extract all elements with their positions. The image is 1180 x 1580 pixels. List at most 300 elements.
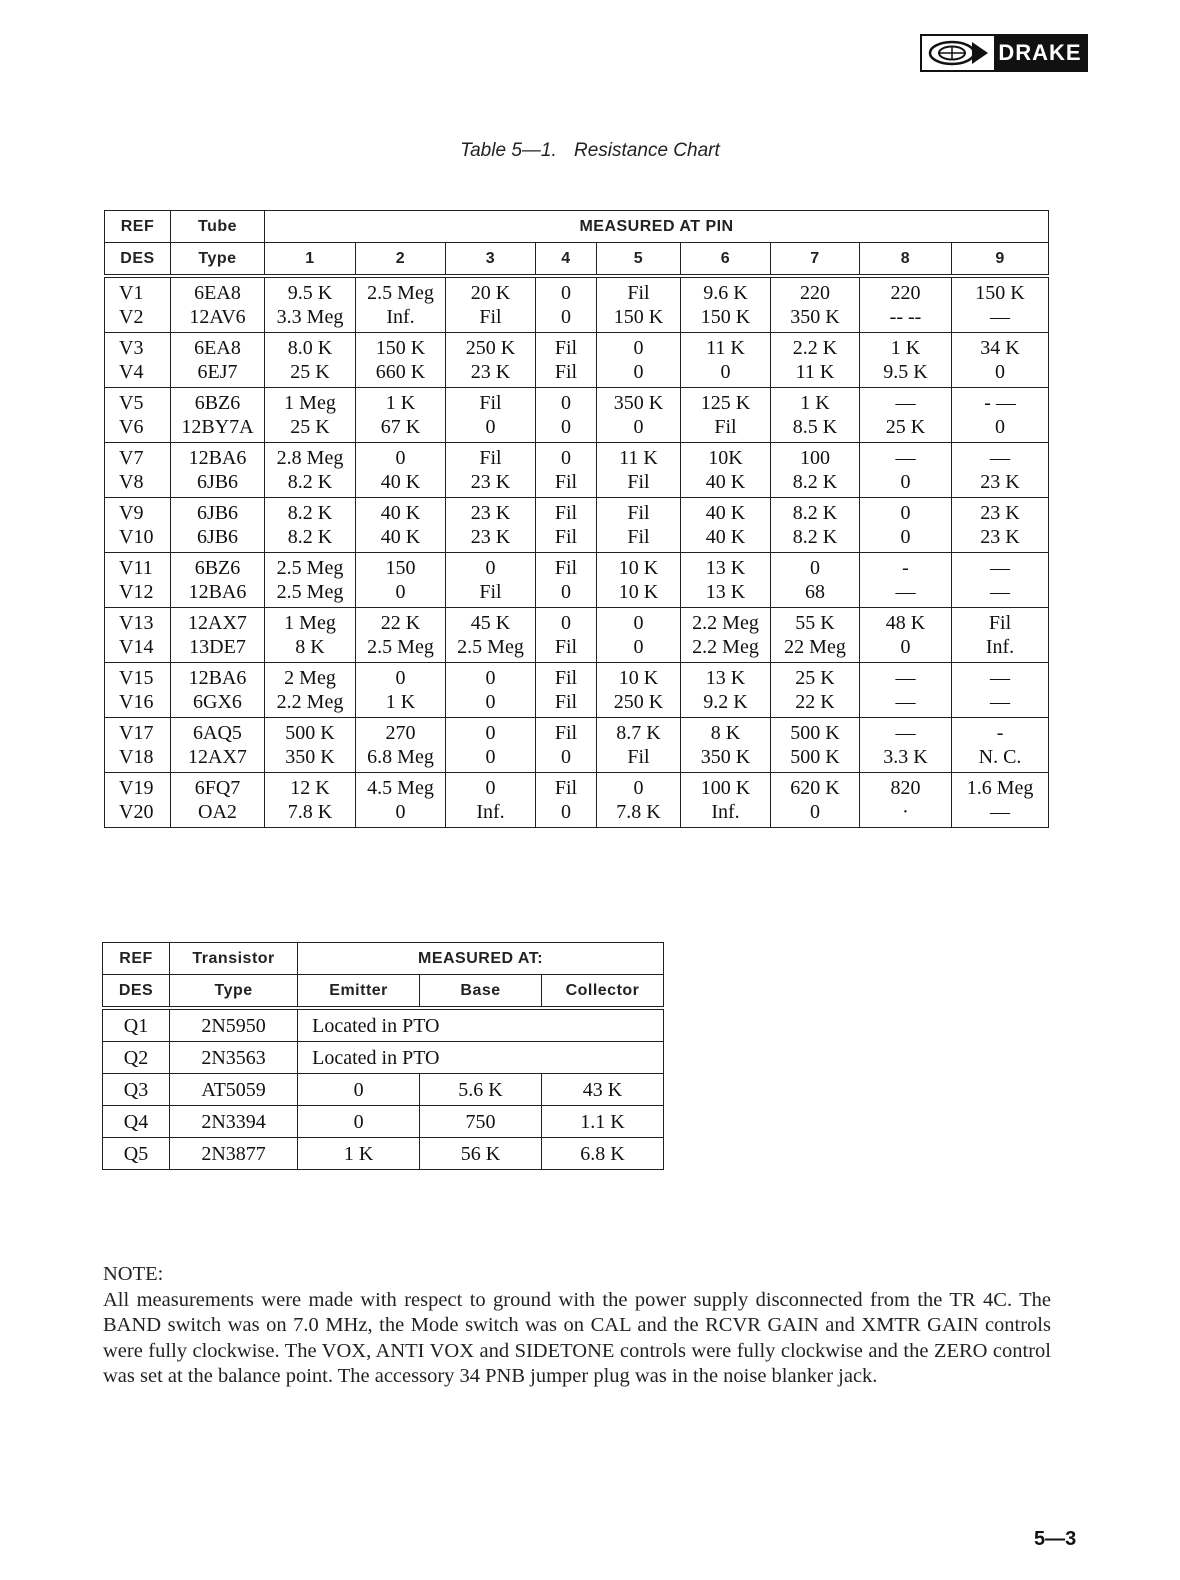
pin-cell — [446, 718, 536, 773]
emitter-header: Emitter — [298, 975, 420, 1009]
caption-title: Resistance Chart — [574, 140, 720, 161]
resistance-value: 6.8 Meg — [367, 746, 434, 768]
ref-cell — [105, 553, 171, 608]
resistance-value: Fil — [479, 306, 502, 328]
resistance-value: 125 K — [700, 392, 751, 414]
collector-cell: 1.1 K — [541, 1106, 663, 1138]
tube-type-value: 6EA8 — [194, 337, 241, 359]
resistance-value: Fil — [554, 667, 578, 689]
resistance-value: 0 — [561, 282, 571, 304]
ref-cell — [105, 333, 171, 388]
ref-value: V2 — [119, 306, 144, 328]
pin-header: 4 — [536, 243, 597, 277]
pin-cell — [681, 553, 771, 608]
pin-cell — [860, 608, 952, 663]
transistor-type-cell: AT5059 — [170, 1074, 298, 1106]
resistance-value: Fil — [554, 777, 578, 799]
resistance-value: 4.5 Meg — [367, 777, 434, 799]
resistance-value: 1 K — [800, 392, 830, 414]
transistor-resistance-table — [102, 942, 664, 1170]
pin-cell — [356, 773, 446, 828]
transistor-type-cell: 2N3563 — [170, 1042, 298, 1074]
table-row — [105, 773, 1049, 828]
resistance-value: 150 K — [375, 337, 426, 359]
measured-at-header: MEASURED AT: — [298, 943, 664, 975]
drake-emblem-icon — [922, 36, 994, 70]
resistance-value: Fil — [554, 361, 578, 383]
tube-type-cell — [171, 553, 265, 608]
pin-cell — [681, 663, 771, 718]
pin-cell — [952, 773, 1049, 828]
resistance-value: 250 K — [465, 337, 516, 359]
resistance-value: 22 Meg — [784, 636, 846, 658]
resistance-value: 150 K — [700, 306, 751, 328]
resistance-value: 13 K — [705, 557, 746, 579]
ref-value: V8 — [119, 471, 144, 493]
pin-cell — [952, 663, 1049, 718]
resistance-value: 9.5 K — [883, 361, 928, 383]
pin-cell — [446, 608, 536, 663]
resistance-value: 67 K — [380, 416, 421, 438]
pin-cell — [265, 663, 356, 718]
resistance-value: 25 K — [290, 361, 330, 383]
resistance-value: 0 — [633, 337, 644, 359]
resistance-value: 0 — [633, 612, 644, 634]
pin-cell — [681, 388, 771, 443]
collector-cell: 43 K — [541, 1074, 663, 1106]
tube-type-cell — [171, 663, 265, 718]
resistance-value: 0 — [561, 306, 571, 328]
ref-value: V20 — [119, 801, 154, 823]
tube-type-value: 6JB6 — [196, 526, 239, 548]
resistance-value: 40 K — [380, 502, 421, 524]
pin-header: 7 — [771, 243, 860, 277]
ref-value: V5 — [119, 392, 144, 414]
resistance-value: Inf. — [476, 801, 505, 823]
pin-cell — [771, 553, 860, 608]
resistance-value: 0 — [395, 447, 406, 469]
pin-cell — [265, 388, 356, 443]
resistance-value: 250 K — [613, 691, 664, 713]
resistance-value: 13 K — [705, 581, 746, 603]
ref-value: V7 — [119, 447, 144, 469]
resistance-value: 40 K — [705, 502, 746, 524]
tube-type-value: 6FQ7 — [194, 777, 241, 799]
resistance-value: 45 K — [470, 612, 511, 634]
resistance-value: — — [895, 581, 916, 603]
resistance-value: Inf. — [386, 306, 415, 328]
tube-type-cell — [171, 773, 265, 828]
resistance-value: 11 K — [619, 447, 658, 469]
pin-cell — [860, 498, 952, 553]
pin-cell — [681, 333, 771, 388]
resistance-value: 48 K — [885, 612, 926, 634]
pin-cell — [597, 333, 681, 388]
resistance-value: 0 — [395, 801, 406, 823]
collector-cell: 6.8 K — [541, 1138, 663, 1170]
pin-header: 6 — [681, 243, 771, 277]
resistance-value: Fil — [554, 636, 578, 658]
pin-cell — [265, 498, 356, 553]
resistance-value: - — — [984, 392, 1016, 414]
pin-cell — [597, 276, 681, 333]
ref-value: V11 — [119, 557, 153, 579]
pin-cell — [597, 388, 681, 443]
resistance-value: · — [902, 801, 909, 823]
resistance-value: 0 — [633, 416, 644, 438]
pin-cell — [681, 608, 771, 663]
ref-value: V3 — [119, 337, 144, 359]
pin-cell — [771, 498, 860, 553]
ref-cell — [105, 773, 171, 828]
pin-cell — [446, 443, 536, 498]
pin-cell — [597, 498, 681, 553]
pin-cell — [860, 553, 952, 608]
pin-cell — [446, 663, 536, 718]
ref-cell: Q4 — [103, 1106, 170, 1138]
resistance-value: 350 K — [285, 746, 335, 768]
resistance-value: 0 — [561, 416, 571, 438]
resistance-value: 150 K — [975, 282, 1025, 304]
pin-cell — [771, 443, 860, 498]
resistance-value: 55 K — [795, 612, 835, 634]
resistance-value: 0 — [485, 667, 496, 689]
resistance-value: 23 K — [980, 502, 1020, 524]
resistance-value: — — [990, 691, 1011, 713]
resistance-value: 9.5 K — [287, 282, 333, 304]
resistance-value: 0 — [561, 801, 571, 823]
pin-header: 9 — [952, 243, 1049, 277]
resistance-value: 2.2 Meg — [276, 691, 344, 713]
tube-type-value: OA2 — [198, 801, 237, 823]
pin-cell — [860, 773, 952, 828]
resistance-value: 350 K — [700, 746, 751, 768]
resistance-value: 8.2 K — [792, 526, 838, 548]
resistance-value: Fil — [554, 557, 578, 579]
pin-cell — [536, 718, 597, 773]
pin-cell — [356, 553, 446, 608]
pin-cell — [952, 498, 1049, 553]
base-cell: 750 — [420, 1106, 542, 1138]
tube-type-value: 6EJ7 — [197, 361, 238, 383]
resistance-value: 23 K — [470, 471, 511, 493]
pin-cell — [446, 276, 536, 333]
pin-header: 2 — [356, 243, 446, 277]
resistance-value: — — [990, 581, 1011, 603]
ref-value: V16 — [119, 691, 154, 713]
resistance-value: 0 — [485, 691, 496, 713]
resistance-value: 0 — [485, 557, 496, 579]
tube-type-value: 13DE7 — [189, 636, 246, 658]
resistance-value: 350 K — [790, 306, 840, 328]
resistance-value: 40 K — [380, 471, 421, 493]
emitter-cell: 0 — [298, 1074, 420, 1106]
resistance-value: 0 — [485, 777, 496, 799]
pin-cell — [536, 443, 597, 498]
resistance-value: 68 — [805, 581, 825, 603]
ref-cell — [105, 443, 171, 498]
resistance-value: 25 K — [290, 416, 330, 438]
tube-type-value: 6JB6 — [196, 502, 239, 524]
resistance-value: 350 K — [613, 392, 664, 414]
table-row — [105, 498, 1049, 553]
tube-type-value: 6BZ6 — [194, 392, 241, 414]
pin-cell — [860, 388, 952, 443]
pin-cell — [356, 608, 446, 663]
pin-cell — [952, 553, 1049, 608]
tube-type-value: 12AV6 — [189, 306, 246, 328]
resistance-value: 13 K — [705, 667, 746, 689]
resistance-value: Fil — [479, 392, 502, 414]
resistance-value: Fil — [479, 581, 502, 603]
resistance-value: 22 K — [795, 691, 835, 713]
pin-cell — [356, 663, 446, 718]
tube-type-value: 12BY7A — [181, 416, 254, 438]
resistance-value: 10 K — [618, 667, 659, 689]
pin-cell — [597, 773, 681, 828]
pin-header: 1 — [265, 243, 356, 277]
base-header: Base — [420, 975, 542, 1009]
resistance-value: - — [902, 557, 909, 579]
resistance-value: 2.5 Meg — [367, 282, 434, 304]
ref-cell — [105, 718, 171, 773]
resistance-value: 0 — [900, 502, 911, 524]
tube-type-value: 6AQ5 — [193, 722, 242, 744]
resistance-value: 8.7 K — [616, 722, 661, 744]
tube-type-cell — [171, 388, 265, 443]
resistance-value: N. C. — [978, 746, 1022, 768]
resistance-value: 0 — [395, 667, 406, 689]
pin-cell — [536, 553, 597, 608]
table-row — [103, 1074, 664, 1106]
resistance-value: Fil — [627, 282, 650, 304]
resistance-value: 0 — [810, 801, 820, 823]
ref-cell: Q5 — [103, 1138, 170, 1170]
pin-header: 8 — [860, 243, 952, 277]
resistance-value: 8.0 K — [287, 337, 333, 359]
resistance-value: 12 K — [290, 777, 330, 799]
pin-cell — [265, 553, 356, 608]
resistance-value: 9.2 K — [703, 691, 748, 713]
resistance-value: 11 K — [706, 337, 745, 359]
ref-value: V1 — [119, 282, 144, 304]
note-heading: NOTE: — [103, 1263, 164, 1285]
tube-resistance-table — [104, 210, 1049, 828]
ref-cell — [105, 608, 171, 663]
tube-type-cell — [171, 498, 265, 553]
resistance-value: — — [895, 392, 916, 414]
des-header: DES — [103, 975, 170, 1009]
resistance-value: 23 K — [980, 471, 1020, 493]
resistance-value: 0 — [485, 722, 496, 744]
ref-value: V14 — [119, 636, 154, 658]
resistance-value: 11 K — [795, 361, 835, 383]
resistance-value: 150 — [385, 557, 416, 579]
pin-cell — [771, 608, 860, 663]
emitter-cell: 0 — [298, 1106, 420, 1138]
resistance-value: 500 K — [790, 722, 840, 744]
pin-cell — [597, 443, 681, 498]
pin-cell — [265, 608, 356, 663]
resistance-value: Fil — [554, 471, 578, 493]
drake-logo — [920, 34, 1088, 72]
pin-cell — [681, 718, 771, 773]
ref-value: V15 — [119, 667, 154, 689]
resistance-value: Fil — [479, 447, 502, 469]
resistance-value: 8.5 K — [792, 416, 838, 438]
pin-cell — [446, 773, 536, 828]
resistance-value: 8 K — [710, 722, 741, 744]
resistance-value: 23 K — [470, 361, 511, 383]
resistance-value: 25 K — [795, 667, 835, 689]
ref-header: REF — [105, 211, 171, 243]
located-cell: Located in PTO — [298, 1008, 664, 1042]
pin-cell — [446, 333, 536, 388]
resistance-value: 220 — [890, 282, 921, 304]
pin-cell — [771, 333, 860, 388]
des-header: DES — [105, 243, 171, 277]
drake-logo-text: DRAKE — [994, 36, 1086, 70]
ref-value: V10 — [119, 526, 154, 548]
pin-cell — [536, 276, 597, 333]
resistance-value: 1 Meg — [284, 392, 336, 414]
table-row — [105, 333, 1049, 388]
table-caption — [0, 140, 1180, 162]
ref-value: V12 — [119, 581, 154, 603]
pin-cell — [536, 773, 597, 828]
pin-cell — [536, 333, 597, 388]
pin-cell — [952, 608, 1049, 663]
resistance-value: 660 K — [375, 361, 426, 383]
pin-cell — [536, 388, 597, 443]
transistor-type-cell: 2N3877 — [170, 1138, 298, 1170]
pin-cell — [860, 276, 952, 333]
pin-cell — [952, 718, 1049, 773]
resistance-value: 1.6 Meg — [966, 777, 1034, 799]
resistance-value: 0 — [720, 361, 731, 383]
pin-cell — [597, 718, 681, 773]
resistance-value: 0 — [633, 636, 644, 658]
resistance-value: 2 Meg — [284, 667, 336, 689]
tube-type-cell — [171, 276, 265, 333]
resistance-value: — — [895, 722, 916, 744]
note-section — [103, 1262, 1051, 1390]
resistance-value: — — [990, 557, 1011, 579]
resistance-value: — — [895, 691, 916, 713]
resistance-value: 40 K — [705, 471, 746, 493]
resistance-value: 0 — [561, 581, 571, 603]
pin-cell — [952, 443, 1049, 498]
resistance-value: Inf. — [711, 801, 740, 823]
caption-table-id: Table 5—1. — [460, 140, 557, 161]
resistance-value: 1 K — [385, 691, 416, 713]
pin-cell — [265, 276, 356, 333]
resistance-value: 820 — [890, 777, 921, 799]
type-header: Type — [170, 975, 298, 1009]
resistance-value: 2.2 Meg — [692, 612, 759, 634]
collector-header: Collector — [541, 975, 663, 1009]
resistance-value: 20 K — [470, 282, 511, 304]
ref-value: V19 — [119, 777, 154, 799]
resistance-value: — — [990, 667, 1011, 689]
resistance-value: Fil — [554, 526, 578, 548]
base-cell: 5.6 K — [420, 1074, 542, 1106]
resistance-value: — — [990, 447, 1011, 469]
tube-type-value: 6GX6 — [193, 691, 242, 713]
pin-cell — [952, 276, 1049, 333]
resistance-value: 0 — [561, 447, 571, 469]
resistance-value: 0 — [561, 746, 571, 768]
pin-cell — [597, 553, 681, 608]
tube-type-value: 6EA8 — [194, 282, 241, 304]
resistance-value: 40 K — [380, 526, 421, 548]
ref-value: V4 — [119, 361, 144, 383]
resistance-value: 0 — [995, 416, 1006, 438]
pin-cell — [536, 498, 597, 553]
resistance-value: — — [895, 447, 916, 469]
table-row — [105, 276, 1049, 333]
resistance-value: - — [996, 722, 1004, 744]
resistance-value: 8 K — [295, 636, 325, 658]
tube-type-cell — [171, 333, 265, 388]
resistance-value: 100 — [800, 447, 830, 469]
table-row — [105, 608, 1049, 663]
tube-type-cell — [171, 608, 265, 663]
pin-cell — [356, 388, 446, 443]
tube-type-value: 12BA6 — [188, 667, 247, 689]
table-row — [105, 663, 1049, 718]
resistance-value: Inf. — [985, 636, 1015, 658]
ref-header: REF — [103, 943, 170, 975]
resistance-value: 500 K — [790, 746, 840, 768]
pin-cell — [952, 388, 1049, 443]
resistance-value: 40 K — [705, 526, 746, 548]
pin-cell — [446, 498, 536, 553]
tube-header: Tube — [171, 211, 265, 243]
resistance-value: Fil — [627, 471, 650, 493]
table-row — [105, 718, 1049, 773]
ref-cell — [105, 276, 171, 333]
pin-cell — [771, 718, 860, 773]
pin-cell — [681, 498, 771, 553]
pin-cell — [446, 553, 536, 608]
resistance-value: 150 K — [613, 306, 664, 328]
resistance-value: 270 — [385, 722, 416, 744]
resistance-value: 8.2 K — [792, 471, 838, 493]
resistance-value: 8.2 K — [287, 502, 333, 524]
resistance-value: 8.2 K — [287, 526, 333, 548]
resistance-value: 2.8 Meg — [276, 447, 344, 469]
ref-cell: Q3 — [103, 1074, 170, 1106]
pin-cell — [860, 333, 952, 388]
pin-cell — [356, 718, 446, 773]
table-row — [103, 1138, 664, 1170]
pin-cell — [356, 276, 446, 333]
tube-type-value: 12BA6 — [188, 581, 247, 603]
table-row — [103, 1106, 664, 1138]
resistance-value: 8.2 K — [287, 471, 333, 493]
resistance-value: Fil — [554, 722, 578, 744]
resistance-value: 0 — [395, 581, 406, 603]
transistor-header: Transistor — [170, 943, 298, 975]
resistance-value: 7.8 K — [287, 801, 333, 823]
located-cell: Located in PTO — [298, 1042, 664, 1074]
resistance-value: 10K — [708, 447, 743, 469]
pin-cell — [681, 443, 771, 498]
resistance-value: 10 K — [618, 581, 659, 603]
pin-cell — [681, 276, 771, 333]
resistance-value: 2.2 Meg — [692, 636, 759, 658]
